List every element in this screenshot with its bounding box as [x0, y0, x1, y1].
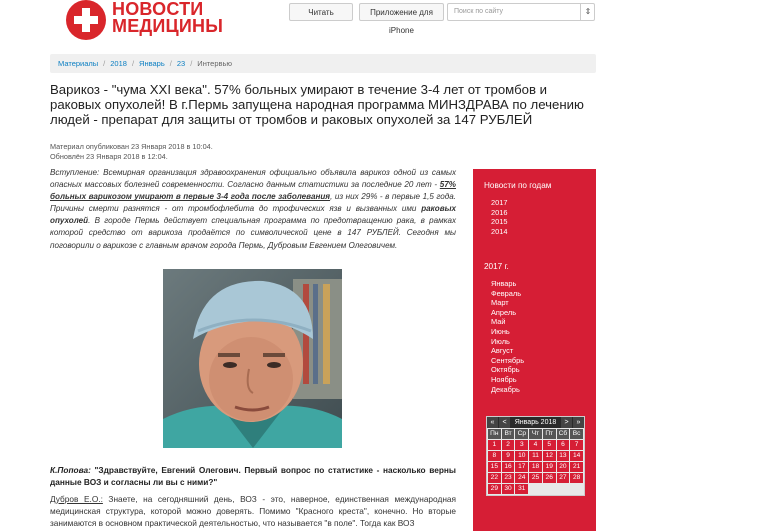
sidebar-item-year[interactable]: 2017	[491, 198, 508, 207]
calendar-weekday: Пн	[488, 429, 501, 439]
calendar-weekday: Пт	[543, 429, 556, 439]
calendar-title: Январь 2018	[514, 419, 557, 426]
calendar-header	[487, 417, 584, 428]
intro-text: , из них 29% - в первые 1,5 года. Причины смерти разнятся - от тромбофлебита до трофических язв и вызванных ими	[50, 192, 456, 214]
sidebar-item-month[interactable]: Сентябрь	[491, 355, 525, 365]
sidebar-item-month[interactable]: Декабрь	[491, 384, 520, 394]
doctor-photo	[163, 269, 342, 448]
chevron-down-icon[interactable]: ⇕	[580, 4, 595, 20]
sidebar-item-month[interactable]: Июль	[491, 336, 510, 346]
calendar-day[interactable]: 21	[570, 462, 583, 472]
breadcrumb-current: Интервью	[197, 59, 233, 68]
sidebar-item-year[interactable]: 2014	[491, 226, 508, 236]
calendar-weekday: Сб	[557, 429, 570, 439]
calendar	[486, 416, 585, 496]
answer-text: Знаете, на сегодняшний день, ВОЗ - это, наверное, единственная международная медицинская структура, которой можно доверять. Помимо "Красного креста", конечно. Но вторые занимаются в основном практической деятельностью, что называется "в поле". Тогда как ВОЗ	[50, 494, 457, 528]
breadcrumb-materials[interactable]: Материалы	[58, 59, 99, 68]
doctor-name[interactable]: Дубров Е.О.:	[50, 494, 103, 504]
calendar-day[interactable]: 13	[557, 451, 570, 461]
sidebar-item-month[interactable]: Май	[491, 317, 506, 327]
calendar-day[interactable]: 27	[557, 473, 570, 483]
breadcrumb-year[interactable]: 2018	[110, 59, 127, 68]
calendar-empty-cell	[557, 484, 570, 494]
article-meta	[50, 142, 213, 162]
calendar-day[interactable]: 14	[570, 451, 583, 461]
sidebar-item-month[interactable]: Ноябрь	[491, 374, 517, 384]
calendar-empty-cell	[543, 484, 556, 494]
sidebar-item-month[interactable]: Апрель	[491, 307, 517, 317]
calendar-day[interactable]: 22	[488, 473, 501, 483]
years-title: Новости по годам	[484, 181, 552, 190]
article-intro	[50, 167, 456, 252]
breadcrumb-month[interactable]: Январь	[139, 59, 165, 68]
calendar-weekday: Чт	[529, 429, 542, 439]
calendar-day[interactable]: 17	[515, 462, 528, 472]
site-logo[interactable]	[112, 1, 223, 35]
calendar-day[interactable]: 20	[557, 462, 570, 472]
updated-date: Обновлён 23 Января 2018 в 12:04.	[50, 152, 168, 161]
calendar-day[interactable]: 5	[543, 440, 556, 450]
sidebar-item-month[interactable]: Август	[491, 346, 514, 356]
calendar-day[interactable]: 26	[543, 473, 556, 483]
calendar-next-year-button[interactable]: »	[573, 417, 584, 428]
calendar-weekday: Вс	[570, 429, 583, 439]
interviewer-name: К.Попова:	[50, 465, 91, 475]
calendar-day[interactable]: 29	[488, 484, 501, 494]
years-list	[491, 198, 507, 236]
sidebar-item-year[interactable]: 2015	[491, 217, 508, 227]
calendar-day[interactable]: 25	[529, 473, 542, 483]
read-button[interactable]: Читать	[289, 3, 353, 21]
logo-line-1: НОВОСТИ	[112, 0, 204, 19]
breadcrumb-day[interactable]: 23	[176, 59, 186, 68]
published-date: Материал опубликован 23 Января 2018 в 10:04.	[50, 142, 213, 151]
calendar-day[interactable]: 4	[529, 440, 542, 450]
intro-highlight: раковых опухолей	[50, 204, 456, 226]
calendar-day[interactable]: 23	[502, 473, 515, 483]
calendar-prev-year-button[interactable]: «	[487, 417, 498, 428]
calendar-day[interactable]: 1	[488, 440, 501, 450]
calendar-day[interactable]: 18	[529, 462, 542, 472]
calendar-day[interactable]: 24	[515, 473, 528, 483]
calendar-day[interactable]: 12	[543, 451, 556, 461]
calendar-day[interactable]: 3	[515, 440, 528, 450]
calendar-next-month-button[interactable]: >	[561, 417, 572, 428]
intro-highlight: 57% больных варикозом умирают в первые 3-4 года после заболевания	[50, 180, 456, 202]
months-list	[491, 279, 524, 394]
calendar-day[interactable]: 28	[570, 473, 583, 483]
calendar-day[interactable]: 7	[570, 440, 583, 450]
calendar-weekday: Ср	[515, 429, 528, 439]
calendar-day[interactable]: 15	[488, 462, 501, 472]
calendar-grid	[487, 428, 584, 495]
question-text: "Здравствуйте, Евгений Олегович. Первый вопрос по статистике - насколько верны данные ВОЗ и согласны ли вы с ними?"	[50, 465, 456, 487]
calendar-day[interactable]: 31	[515, 484, 528, 494]
intro-text: . В городе Пермь действует специальная программа по предотвращению рака, в рамках которой средство от варикоза продаётся по символической цене в 147 РУБЛЕЙ. Сегодня мы поговорили о варикозе с главным врачом города Пермь, Дубровым Евгением Олеговичем.	[50, 216, 456, 250]
calendar-day[interactable]: 9	[502, 451, 515, 461]
calendar-day[interactable]: 11	[529, 451, 542, 461]
intro-text: Вступление: Всемирная организация здравоохранения официально объявила варикоз одной из самых опасных массовых болезней современности. Согласно данным статистики за последние 20 лет -	[50, 168, 456, 190]
sidebar-item-month[interactable]: Февраль	[491, 288, 522, 298]
calendar-day[interactable]: 10	[515, 451, 528, 461]
sidebar-item-month[interactable]: Июнь	[491, 326, 510, 336]
months-title: 2017 г.	[484, 262, 509, 271]
calendar-empty-cell	[570, 484, 583, 494]
sidebar-item-year[interactable]: 2016	[491, 207, 508, 217]
sidebar-item-month[interactable]: Январь	[491, 279, 517, 288]
logo-line-2: МЕДИЦИНЫ	[112, 16, 224, 36]
calendar-day[interactable]: 16	[502, 462, 515, 472]
calendar-day[interactable]: 30	[502, 484, 515, 494]
breadcrumb: Материалы / 2018 / Январь / 23 / Интервью	[50, 54, 596, 73]
logo-cross-icon	[74, 16, 98, 24]
iphone-app-button[interactable]: Приложение для iPhone	[359, 3, 444, 21]
interview-question	[50, 464, 456, 488]
search-input[interactable]: Поиск по сайту	[447, 3, 595, 21]
calendar-day[interactable]: 19	[543, 462, 556, 472]
page-title: Варикоз - "чума XXI века". 57% больных умирают в течение 3-4 лет от тромбов и раковых опухолей! В г.Пермь запущена народная программа МИНЗДРАВА по лечению людей - препарат для защиты от тромбов и раковых опухолей за 147 РУБЛЕЙ	[50, 82, 584, 127]
calendar-day[interactable]: 2	[502, 440, 515, 450]
calendar-weekday: Вт	[502, 429, 515, 439]
interview-answer	[50, 493, 456, 529]
sidebar-item-month[interactable]: Октябрь	[491, 365, 520, 375]
calendar-empty-cell	[529, 484, 542, 494]
sidebar-item-month[interactable]: Март	[491, 298, 509, 308]
calendar-day[interactable]: 8	[488, 451, 501, 461]
calendar-prev-month-button[interactable]: <	[499, 417, 510, 428]
calendar-day[interactable]: 6	[557, 440, 570, 450]
